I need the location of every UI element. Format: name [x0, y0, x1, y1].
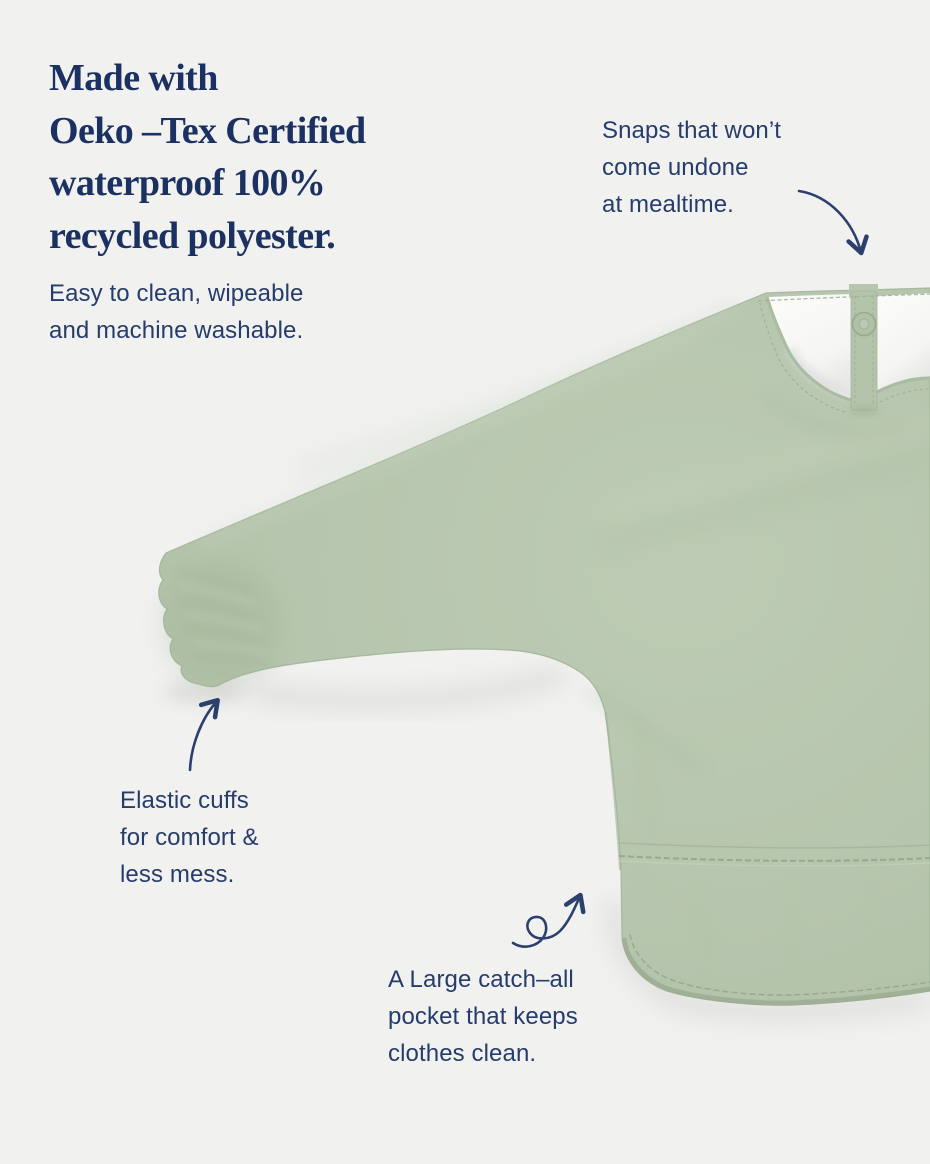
headline-line-2: Oeko –Tex Certified: [49, 109, 366, 152]
callout-pocket: [388, 961, 578, 1072]
callout-snaps-line-1: Snaps that won’t: [602, 117, 782, 144]
sleeve-cuff: [164, 563, 280, 687]
placket: [849, 284, 878, 416]
callout-snaps-line-3: at mealtime.: [602, 191, 734, 218]
subheadline-line-1: Easy to clean, wipeable: [49, 280, 304, 307]
subheadline: [49, 276, 303, 349]
headline-line-4: recycled polyester.: [49, 214, 336, 257]
callout-pocket-line-1: A Large catch–all: [388, 966, 574, 993]
callout-pocket-line-3: clothes clean.: [388, 1040, 537, 1067]
callout-pocket-line-2: pocket that keeps: [388, 1003, 578, 1030]
callout-cuffs-line-1: Elastic cuffs: [120, 787, 249, 814]
headline-line-3: waterproof 100%: [49, 162, 326, 204]
headline: [49, 52, 365, 262]
callout-cuffs-line-2: for comfort &: [120, 824, 259, 851]
callout-cuffs: [120, 782, 259, 893]
callout-snaps-line-2: come undone: [602, 154, 749, 181]
callout-cuffs-line-3: less mess.: [120, 861, 235, 888]
headline-line-1: Made with: [49, 57, 218, 99]
snap-button: [853, 313, 876, 337]
callout-snaps: [602, 112, 781, 223]
subheadline-line-2: and machine washable.: [49, 316, 304, 344]
